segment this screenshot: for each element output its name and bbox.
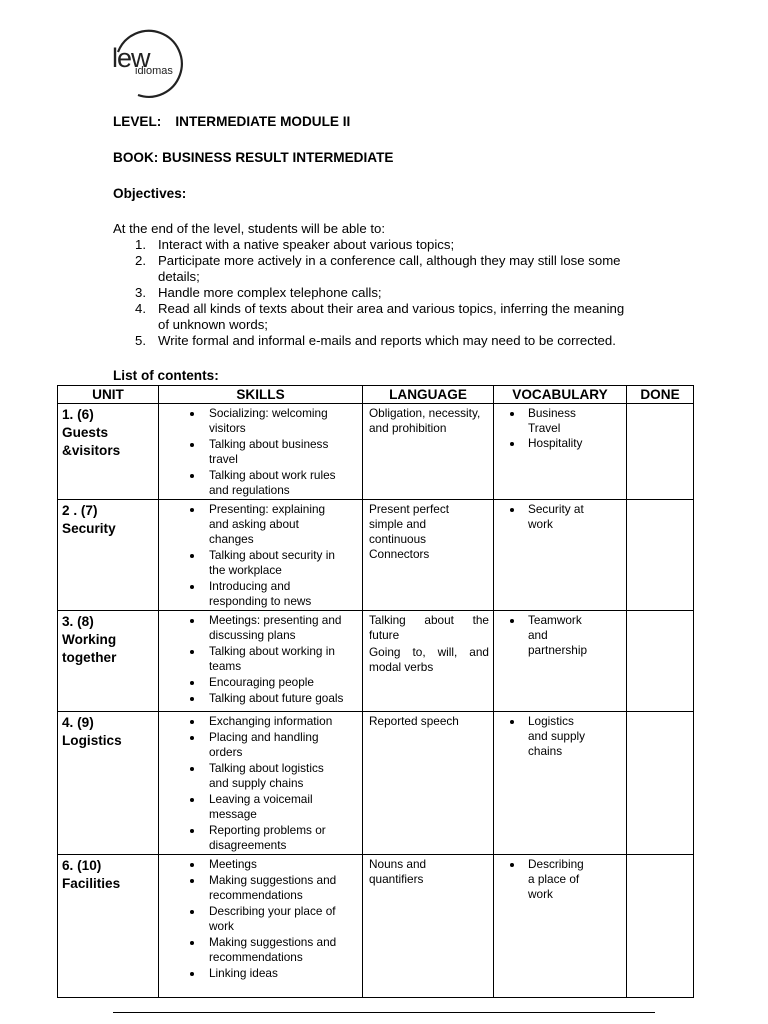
vocabulary-list [494,404,626,451]
skill-item: Exchanging information [161,714,360,729]
list-of-contents-heading: List of contents: [113,368,219,383]
contents-table-body [58,404,694,998]
vocabulary-item: Security at work [496,502,624,532]
done-cell [627,855,694,998]
language-item: Reported speech [369,714,459,728]
objective-number: 2. [135,253,146,268]
unit-line: 4. (9) [62,715,94,730]
header-done: DONE [627,386,694,404]
vocabulary-cell [494,500,627,611]
table-row [58,500,694,611]
objective-text: Participate more actively in a conference call, although they may still lose some details; [158,253,621,284]
unit-line: Guests [62,425,109,440]
done-cell [627,404,694,500]
vocabulary-item: Describing a place of work [496,857,624,902]
objective-item [113,253,673,285]
footer-divider [113,1012,655,1013]
skills-cell [159,712,363,855]
table-row [58,712,694,855]
objective-item [113,333,673,349]
header-vocabulary: VOCABULARY [494,386,627,404]
unit-line: Logistics [62,733,122,748]
vocabulary-item: Teamwork and partnership [496,613,624,658]
skills-cell [159,404,363,500]
vocabulary-list [494,500,626,532]
unit-cell [58,712,159,855]
vocabulary-item: Hospitality [496,436,624,451]
skill-item: Meetings: presenting and discussing plans [161,613,360,643]
unit-line: 2 . (7) [62,503,98,518]
skill-item: Talking about security in the workplace [161,548,360,578]
skills-cell [159,611,363,712]
logo-text-lew: lew [112,43,150,73]
language-cell [363,500,494,611]
objective-number: 4. [135,301,146,316]
skills-list [159,855,362,981]
table-row [58,855,694,998]
objective-number: 1. [135,237,146,252]
objective-item [113,237,673,253]
unit-line: Working [62,632,117,647]
objectives-heading: Objectives: [113,186,187,201]
language-cell [363,611,494,712]
unit-line: together [62,650,117,665]
objective-text: Handle more complex telephone calls; [158,285,382,300]
header-unit: UNIT [58,386,159,404]
objective-item [113,301,673,333]
skills-list [159,404,362,498]
language-cell [363,712,494,855]
skill-item: Talking about working in teams [161,644,360,674]
skill-item: Talking about work rules and regulations [161,468,360,498]
vocabulary-cell [494,855,627,998]
table-row [58,404,694,500]
skills-cell [159,500,363,611]
contents-table [57,385,694,998]
table-header-row [58,386,694,404]
vocabulary-item: Logistics and supply chains [496,714,624,759]
unit-line: Facilities [62,876,121,891]
objectives-intro: At the end of the level, students will be able to: [113,221,385,236]
vocabulary-item: Business Travel [496,406,624,436]
language-cell [363,404,494,500]
unit-line: 3. (8) [62,614,94,629]
skills-list [159,712,362,853]
vocabulary-cell [494,404,627,500]
skill-item: Talking about business travel [161,437,360,467]
skill-item: Presenting: explaining and asking about changes [161,502,360,547]
level-label: LEVEL: [113,114,162,129]
level-value: INTERMEDIATE MODULE II [175,114,351,129]
lew-idiomas-logo [108,24,188,100]
skills-list [159,500,362,609]
skill-item: Making suggestions and recommendations [161,935,360,965]
unit-line: Security [62,521,116,536]
done-cell [627,500,694,611]
language-line: Talking about the [369,613,489,627]
vocabulary-list [494,855,626,902]
skill-item: Talking about future goals [161,691,360,706]
header-skills: SKILLS [159,386,363,404]
language-item [369,645,489,675]
skill-item: Reporting problems or disagreements [161,823,360,853]
skill-item: Leaving a voicemail message [161,792,360,822]
unit-line: 1. (6) [62,407,94,422]
skill-item: Describing your place of work [161,904,360,934]
skills-cell [159,855,363,998]
skill-item: Linking ideas [161,966,360,981]
language-item [369,613,489,643]
skill-item: Socializing: welcoming visitors [161,406,360,436]
table-row [58,611,694,712]
vocabulary-list [494,611,626,658]
unit-cell [58,611,159,712]
skill-item: Placing and handling orders [161,730,360,760]
unit-line: &visitors [62,443,121,458]
vocabulary-cell [494,611,627,712]
done-cell [627,611,694,712]
book-heading: BOOK: BUSINESS RESULT INTERMEDIATE [113,150,394,165]
language-cell [363,855,494,998]
skill-item: Talking about logistics and supply chains [161,761,360,791]
skills-list [159,611,362,706]
unit-cell [58,855,159,998]
unit-line: 6. (10) [62,858,102,873]
language-item: Present perfect simple and continuous Connectors [369,502,449,561]
language-line: Going to, will, and [369,645,489,659]
language-line: modal verbs [369,660,434,674]
vocabulary-list [494,712,626,759]
skill-item: Meetings [161,857,360,872]
skill-item: Making suggestions and recommendations [161,873,360,903]
skill-item: Encouraging people [161,675,360,690]
language-line: future [369,628,400,642]
objective-item [113,285,673,301]
skill-item: Introducing and responding to news [161,579,360,609]
objective-text: Read all kinds of texts about their area and various topics, inferring the meaning of unknown words; [158,301,625,332]
header-language: LANGUAGE [363,386,494,404]
objectives-list [113,237,673,349]
objective-text: Write formal and informal e-mails and reports which may need to be corrected. [158,333,616,348]
unit-cell [58,500,159,611]
level-heading [113,114,350,130]
language-item: Nouns and quantifiers [369,857,427,886]
objective-number: 3. [135,285,146,300]
unit-cell [58,404,159,500]
objective-number: 5. [135,333,146,348]
vocabulary-cell [494,712,627,855]
done-cell [627,712,694,855]
objective-text: Interact with a native speaker about various topics; [158,237,455,252]
logo-text-idiomas: idiomas [135,65,173,77]
language-item: Obligation, necessity, and prohibition [369,406,481,435]
